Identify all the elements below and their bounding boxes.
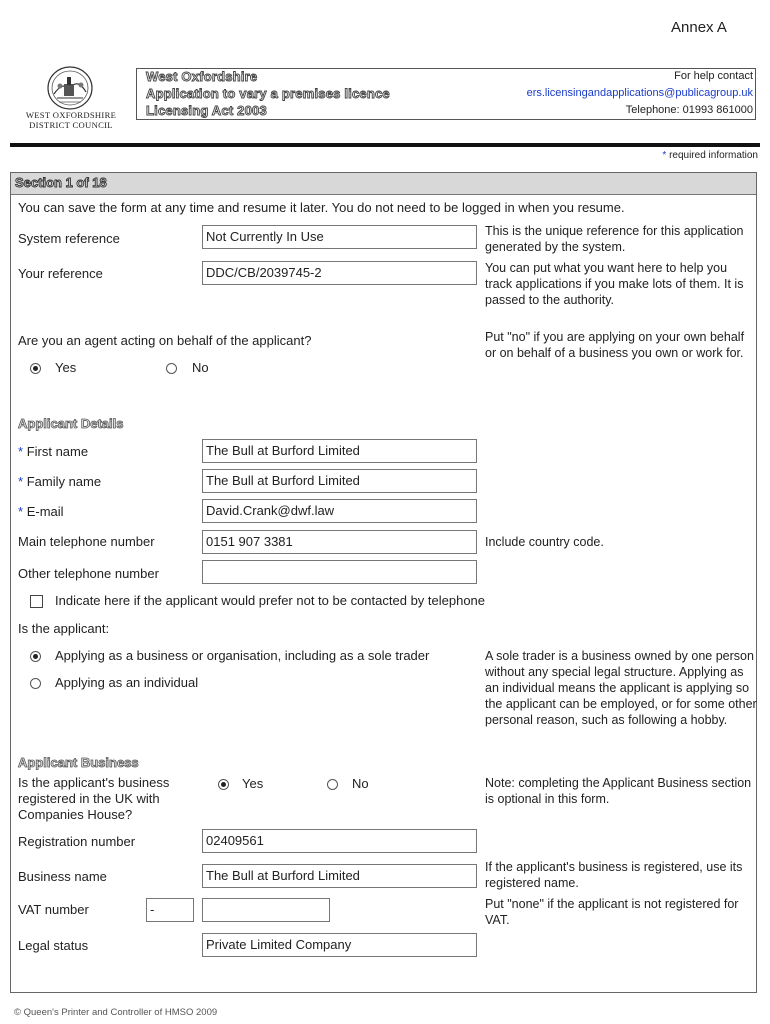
- section-intro: You can save the form at any time and resume it later. You do not need to be logged in when you resume.: [18, 200, 625, 215]
- vat-prefix-field[interactable]: -: [146, 898, 194, 922]
- family-name-label-text: Family name: [26, 474, 102, 489]
- header-org: West Oxfordshire: [146, 69, 258, 84]
- your-reference-field[interactable]: DDC/CB/2039745-2: [202, 261, 477, 285]
- applicant-details-heading: Applicant Details: [18, 416, 124, 431]
- business-name-help: If the applicant's business is registered, use its registered name.: [485, 860, 743, 890]
- business-name-label: Business name: [18, 869, 107, 884]
- help-email-link[interactable]: ers.licensingandapplications@publicagroup.uk: [526, 87, 753, 99]
- applicant-business-heading: Applicant Business: [18, 755, 139, 770]
- agent-no-radio[interactable]: [166, 363, 177, 374]
- agent-question: Are you an agent acting on behalf of the applicant?: [18, 333, 312, 348]
- main-phone-help: Include country code.: [485, 535, 604, 549]
- agent-no-label: No: [192, 360, 209, 375]
- registered-yes-label: Yes: [242, 776, 264, 791]
- agent-help: Put "no" if you are applying on your own behalf or on behalf of a business you own or work for.: [485, 330, 745, 360]
- help-telephone: Telephone: 01993 861000: [625, 104, 753, 116]
- registered-yes-radio[interactable]: [218, 779, 229, 790]
- applicant-individual-radio[interactable]: [30, 678, 41, 689]
- main-phone-field[interactable]: 0151 907 3381: [202, 530, 477, 554]
- business-name-field[interactable]: The Bull at Burford Limited: [202, 864, 477, 888]
- vat-number-field[interactable]: [202, 898, 330, 922]
- family-name-label: [18, 474, 101, 490]
- applicant-business-label: Applying as a business or organisation, including as a sole trader: [55, 648, 430, 663]
- system-reference-label: System reference: [18, 231, 120, 246]
- council-logo-text: [24, 110, 118, 130]
- registration-number-label: Registration number: [18, 834, 136, 849]
- first-name-field[interactable]: The Bull at Burford Limited: [202, 439, 477, 463]
- vat-number-label: VAT number: [18, 902, 89, 917]
- no-telephone-contact-checkbox[interactable]: [30, 595, 43, 608]
- required-star: *: [18, 504, 24, 519]
- required-note-text: required information: [669, 150, 758, 161]
- copyright-footer: © Queen's Printer and Controller of HMSO 2009: [14, 1007, 218, 1018]
- family-name-field[interactable]: The Bull at Burford Limited: [202, 469, 477, 493]
- agent-yes-radio[interactable]: [30, 363, 41, 374]
- required-star: *: [662, 150, 667, 161]
- system-reference-field[interactable]: Not Currently In Use: [202, 225, 477, 249]
- main-phone-label: Main telephone number: [18, 534, 155, 549]
- registered-question: Is the applicant's business registered in the UK with Companies House?: [18, 775, 170, 822]
- required-star: *: [18, 474, 24, 489]
- registration-number-field[interactable]: 02409561: [202, 829, 477, 853]
- agent-yes-label: Yes: [55, 360, 77, 375]
- logo-line-1: WEST OXFORDSHIRE: [25, 110, 117, 120]
- email-label-text: E-mail: [26, 504, 64, 519]
- first-name-label-text: First name: [26, 444, 89, 459]
- header-title: Application to vary a premises licence: [146, 86, 390, 101]
- registered-help: Note: completing the Applicant Business section is optional in this form.: [485, 776, 752, 806]
- no-telephone-contact-label: Indicate here if the applicant would prefer not to be contacted by telephone: [55, 593, 486, 608]
- registered-no-label: No: [352, 776, 369, 791]
- header-divider: [10, 143, 760, 147]
- registered-no-radio[interactable]: [327, 779, 338, 790]
- section-header-bar: [11, 173, 756, 195]
- applicant-business-radio[interactable]: [30, 651, 41, 662]
- email-field[interactable]: David.Crank@dwf.law: [202, 499, 477, 523]
- required-star: *: [18, 444, 24, 459]
- annex-label: Annex A: [671, 19, 727, 36]
- system-reference-help: This is the unique reference for this application generated by the system.: [485, 224, 744, 254]
- applicant-type-question: Is the applicant:: [18, 621, 110, 636]
- other-phone-label: Other telephone number: [18, 566, 159, 581]
- first-name-label: [18, 444, 88, 460]
- council-crest-icon: [24, 64, 116, 114]
- vat-help: Put "none" if the applicant is not registered for VAT.: [485, 897, 739, 927]
- legal-status-field[interactable]: Private Limited Company: [202, 933, 477, 957]
- your-reference-label: Your reference: [18, 266, 103, 281]
- logo-line-2: DISTRICT COUNCIL: [29, 120, 113, 130]
- required-note: [662, 150, 758, 161]
- applicant-individual-label: Applying as an individual: [55, 675, 199, 690]
- applicant-type-help: A sole trader is a business owned by one person without any special legal structure. Applying as an individual means the applicant is applying so the applicant can be employed, or for some other personal reason, such as following a hobby.: [485, 649, 757, 727]
- your-reference-help: You can put what you want here to help you track applications if you make lots of them. It is passed to the authority.: [485, 261, 744, 307]
- header-act: Licensing Act 2003: [146, 103, 267, 118]
- email-label: [18, 504, 64, 520]
- help-contact-label: For help contact: [674, 70, 753, 82]
- other-phone-field[interactable]: [202, 560, 477, 584]
- legal-status-label: Legal status: [18, 938, 89, 953]
- section-label: Section 1 of 18: [15, 175, 107, 190]
